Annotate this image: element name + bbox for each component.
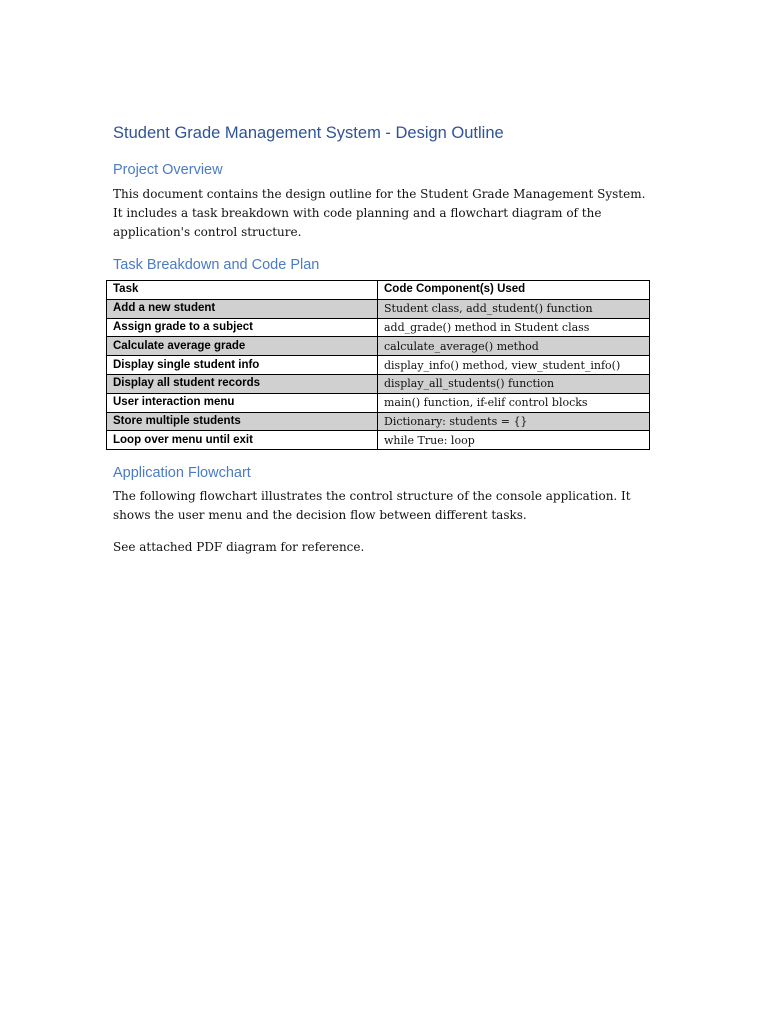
- table-row: [107, 374, 650, 393]
- task-cell: Store multiple students: [107, 412, 378, 431]
- table-header-row: [107, 281, 650, 300]
- task-code-table: [106, 280, 650, 450]
- task-cell: Calculate average grade: [107, 337, 378, 356]
- task-cell: User interaction menu: [107, 393, 378, 412]
- project-overview-heading: Project Overview: [113, 162, 223, 178]
- project-overview-text: This document contains the design outline for the Student Grade Management System. It includes a task breakdown with code planning and a flowchart diagram of the application's control structure.: [113, 187, 646, 239]
- code-cell: Student class, add_student() function: [378, 299, 650, 318]
- column-header-task: Task: [107, 281, 378, 300]
- table-row: [107, 431, 650, 450]
- task-cell: Assign grade to a subject: [107, 318, 378, 337]
- code-cell: while True: loop: [378, 431, 650, 450]
- table-row: [107, 412, 650, 431]
- flowchart-description: The following flowchart illustrates the control structure of the console application. It shows the user menu and the decision flow between different tasks.: [113, 489, 631, 522]
- table-row: [107, 299, 650, 318]
- column-header-code: Code Component(s) Used: [378, 281, 650, 300]
- task-cell: Display all student records: [107, 374, 378, 393]
- table-row: [107, 318, 650, 337]
- table-row: [107, 356, 650, 375]
- task-cell: Display single student info: [107, 356, 378, 375]
- code-cell: display_all_students() function: [378, 374, 650, 393]
- code-cell: display_info() method, view_student_info(): [378, 356, 650, 375]
- code-cell: calculate_average() method: [378, 337, 650, 356]
- task-cell: Add a new student: [107, 299, 378, 318]
- code-cell: main() function, if-elif control blocks: [378, 393, 650, 412]
- code-cell: Dictionary: students = {}: [378, 412, 650, 431]
- table-row: [107, 337, 650, 356]
- code-cell: add_grade() method in Student class: [378, 318, 650, 337]
- document-title: Student Grade Management System - Design Outline: [113, 124, 504, 142]
- application-flowchart-heading: Application Flowchart: [113, 465, 251, 481]
- table-row: [107, 393, 650, 412]
- task-cell: Loop over menu until exit: [107, 431, 378, 450]
- flowchart-reference-note: See attached PDF diagram for reference.: [113, 540, 365, 554]
- task-breakdown-heading: Task Breakdown and Code Plan: [113, 257, 320, 273]
